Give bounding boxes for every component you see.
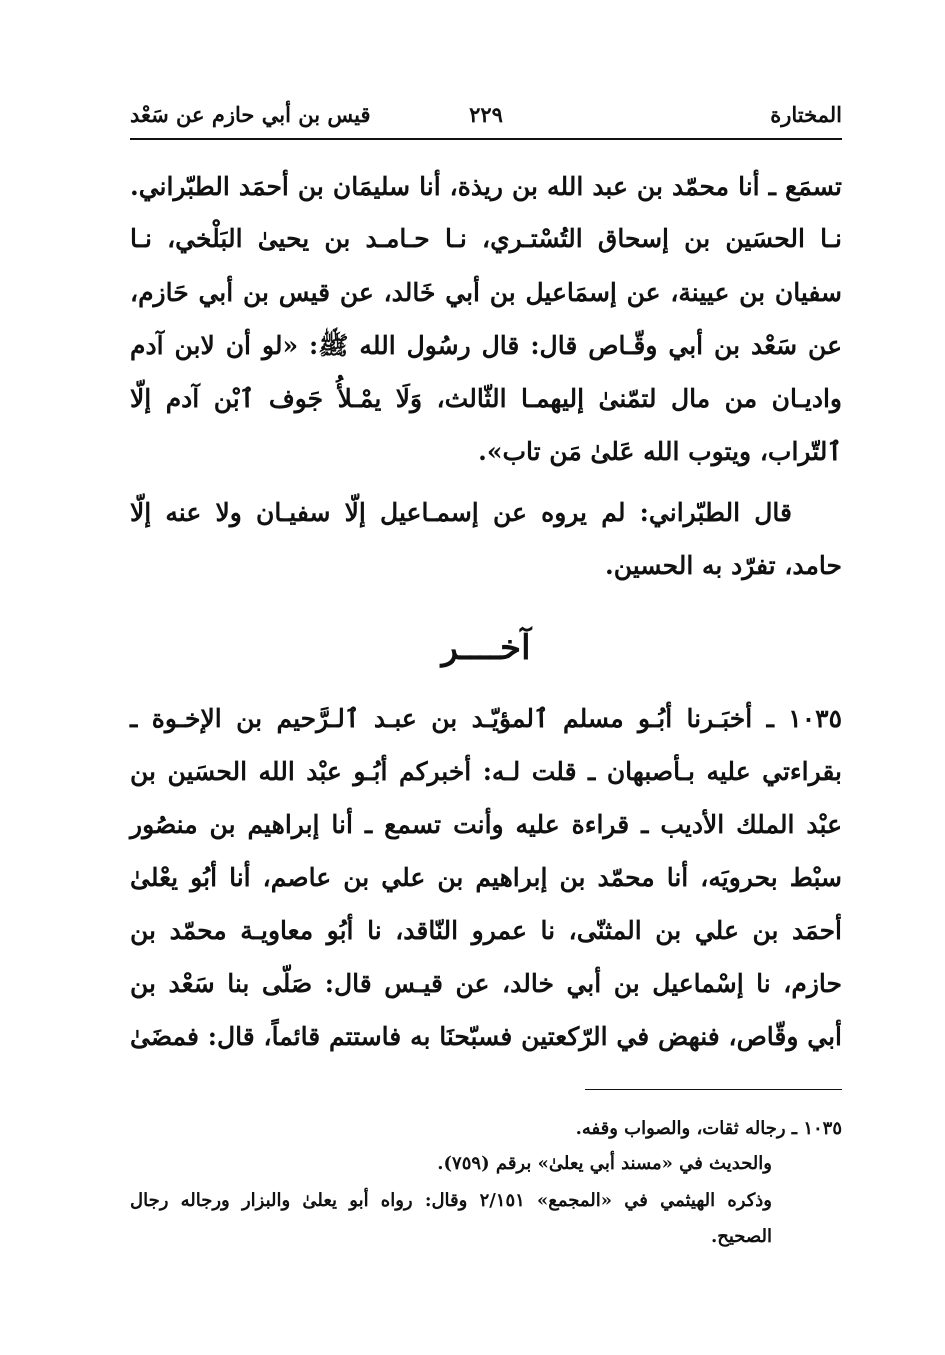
running-header [130, 98, 842, 138]
text-line: عن سَعْد بن أبي وقّـاص قال: قال رسُول الله ﷺ: «لو أن لابن آدم [130, 331, 842, 360]
hadith-line: أحمَد بن علي بن المثنّى، نا عمرو النّاقد، نا أبُو معاويـة محمّد بن [130, 916, 842, 945]
text-line: تسمَع ـ أنا محمّد بن عبد الله بن ريذة، أنا سليمَان بن أحمَد الطبّراني. [130, 172, 842, 201]
hadith-line: ١٠٣٥ ـ أخبَـرنا أبُـو مسلم ٱلمؤيّـد بن عبـد ٱلـرَّحيم بن الإخـوة ـ [130, 704, 842, 733]
hadith-line: سبْط بحرويَه، أنا محمّد بن إبراهيم بن علي بن عاصم، أنا أبُو يعْلىٰ [130, 863, 842, 892]
book-title: المختارة [770, 102, 842, 127]
note-line: حامد، تفرّد به الحسين. [605, 551, 842, 580]
hadith-line: أبي وقّاص، فنهض في الرّكعتين فسبّحنَا به فاستتم قائماً، قال: فمضَىٰ [130, 1022, 842, 1051]
footnote-line: والحديث في «مسند أبي يعلىٰ» برقم (٧٥٩). [437, 1153, 772, 1174]
section-title: آخــــر [441, 628, 531, 668]
hadith-line: عبْد الملك الأديب ـ قراءة عليه وأنت تسمع ـ أنا إبراهيم بن منصُور [130, 810, 842, 839]
header-divider [130, 138, 842, 140]
text-line: ٱلتّراب، ويتوب الله عَلىٰ مَن تاب». [478, 437, 842, 466]
text-line: واديـان من مال لتمّنىٰ إليهمـا الثّالث، وَلَا يمْـلأُ جَوف ٱبْن آدم إلّا [130, 384, 842, 413]
chapter-title: قيس بن أبي حازم عن سَعْد [130, 102, 371, 127]
page-number: ٢٢٩ [469, 102, 503, 127]
hadith-line: بقراءتي عليه بـأصبهان ـ قلت لـه: أخبركم أبُـو عبْد الله الحسَين بن [130, 757, 842, 786]
footnote-divider [585, 1089, 842, 1090]
note-line: قال الطبّراني: لم يروه عن إسمـاعيل إلّا سفيـان ولا عنه إلّا [130, 498, 792, 527]
text-line: سفيان بن عيينة، عن إسمَاعيل بن أبي خَالد، عن قيس بن أبي حَازم، [130, 278, 842, 307]
text-line: نـا الحسَين بن إسحاق التُسْتـري، نـا حـامـد بن يحيىٰ البَلْخي، نـا [130, 224, 842, 253]
hadith-line: حازم، نا إسْماعيل بن أبي خالد، عن قيـس قال: صَلّى بنا سَعْد بن [130, 969, 842, 998]
footnote-line: وذكره الهيثمي في «المجمع» ٢/١٥١ وقال: رواه أبو يعلىٰ والبزار ورجاله رجال [130, 1190, 772, 1211]
footnote-line: الصحيح. [710, 1226, 772, 1247]
footnote-line: ١٠٣٥ ـ رجاله ثقات، والصواب وقفه. [575, 1118, 842, 1139]
